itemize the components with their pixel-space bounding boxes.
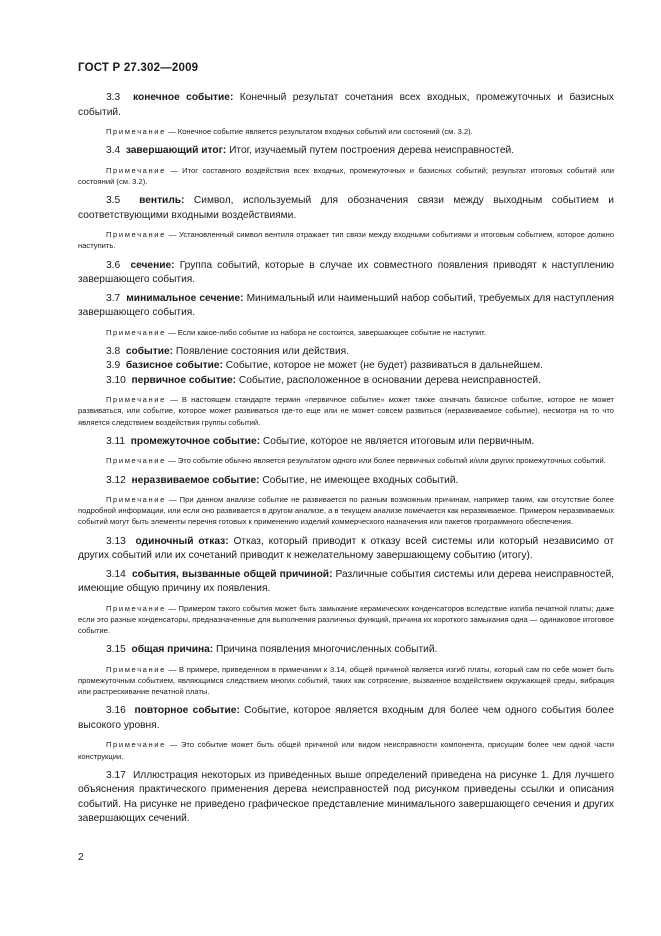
note-paragraph bbox=[78, 494, 614, 528]
spacer bbox=[78, 636, 614, 643]
note-text: — Если какое-либо событие из набора не состоится, завершающее событие не наступит. bbox=[165, 327, 486, 337]
defined-term: вентиль: bbox=[139, 195, 185, 207]
note-label: Примечание bbox=[106, 603, 166, 613]
definition-paragraph bbox=[78, 345, 614, 360]
defined-term: событие: bbox=[125, 345, 174, 357]
closing-text: Иллюстрация некоторых из приведенных выше определений приведена на рисунке 1. Для лучшего объяснения практического применения дерева неисправностей под рисунком приведены ссылки и описания событий. На рисунке не приведено графическое представление минимального завершающего сечения и других завершающих сечений. bbox=[78, 769, 614, 825]
clause-number: 3.6 bbox=[106, 259, 131, 271]
clause-number: 3.16 bbox=[106, 705, 135, 717]
definition-paragraph bbox=[78, 568, 614, 597]
defined-term: повторное событие: bbox=[134, 705, 240, 717]
definition-text: Конечный результат сочетания всех входных, промежуточных и базисных событий. bbox=[78, 92, 615, 118]
clause-number: 3.5 bbox=[106, 195, 140, 207]
note-paragraph bbox=[78, 165, 614, 187]
spacer bbox=[78, 137, 614, 144]
note-paragraph bbox=[78, 394, 614, 428]
definition-text: Итог, изучаемый путем построения дерева неисправностей. bbox=[226, 145, 515, 157]
definition-paragraph bbox=[78, 259, 614, 288]
clause-number: 3.17 bbox=[106, 769, 133, 781]
note-text: — Конечное событие является результатом входных событий или состояний (см. 3.2). bbox=[165, 127, 473, 136]
clause-number: 3.14 bbox=[106, 568, 132, 580]
definition-paragraph bbox=[78, 374, 614, 389]
definition-paragraph bbox=[78, 91, 614, 120]
note-label: Примечание bbox=[106, 127, 166, 136]
spacer bbox=[78, 187, 614, 194]
note-label: Примечание bbox=[106, 740, 166, 750]
definition-paragraph bbox=[78, 474, 614, 489]
note-label: Примечание bbox=[106, 395, 166, 405]
defined-term: одиночный отказ: bbox=[135, 535, 229, 547]
note-paragraph bbox=[78, 126, 614, 137]
spacer bbox=[78, 762, 614, 769]
defined-term: сечение: bbox=[130, 259, 175, 271]
definition-text: Событие, которое не является итоговым или первичным. bbox=[260, 435, 535, 447]
spacer bbox=[78, 428, 614, 435]
definition-paragraph bbox=[78, 292, 614, 321]
definition-paragraph bbox=[78, 643, 614, 658]
definition-text: Событие, которое не может (не будет) развиваться в дальнейшем. bbox=[222, 360, 543, 372]
defined-term: конечное событие: bbox=[133, 92, 234, 103]
note-text: — Примером такого события может быть замыкание керамических конденсаторов вследствие изгиба печатной платы; даже если это разные конденсаторы, предназначенные для выполнения различных функций, причина их короткого замыкания одна — одинаковое итоговое событие. bbox=[78, 603, 614, 636]
defined-term: базисное событие: bbox=[125, 360, 223, 372]
note-label: Примечание bbox=[106, 165, 166, 175]
defined-term: события, вызванные общей причиной: bbox=[131, 568, 333, 580]
definition-text: Минимальный или наименьший набор событий, требуемых для наступления завершающего события. bbox=[78, 292, 614, 319]
clause-number: 3.12 bbox=[106, 474, 132, 486]
defined-term: неразвиваемое событие: bbox=[131, 474, 260, 486]
note-label: Примечание bbox=[106, 495, 166, 505]
note-text: — Установленный символ вентиля отражает тип связи между входными событиями и итоговым событием, которое должно наступить. bbox=[78, 230, 614, 251]
defined-term: первичное событие: bbox=[131, 374, 237, 386]
definition-text: Символ, используемый для обозначения связи между выходным событием и соответствующими входными воздействиями. bbox=[78, 195, 615, 221]
clause-number: 3.8 bbox=[106, 345, 126, 357]
definition-text: Различные события системы или дерева неисправностей, имеющие общую причину их появления. bbox=[78, 568, 615, 595]
note-label: Примечание bbox=[106, 327, 166, 337]
definitions-list bbox=[78, 91, 614, 827]
note-paragraph bbox=[78, 327, 614, 338]
clause-number: 3.9 bbox=[106, 360, 126, 372]
definition-text: Отказ, который приводит к отказу всей системы или который независимо от других событий или их сочетаний приводит к нежелательному завершающему событию (итогу). bbox=[78, 535, 614, 562]
definition-text: Событие, расположенное в основании дерева неисправностей. bbox=[236, 374, 541, 386]
note-paragraph bbox=[78, 229, 614, 251]
definition-paragraph bbox=[78, 704, 614, 733]
note-text: — Итог составного воздействия всех входных, промежуточных и базисных событий; результат итоговых событий или состояний (см. 3.2). bbox=[78, 165, 614, 186]
spacer bbox=[78, 697, 614, 704]
note-paragraph bbox=[78, 603, 614, 637]
note-text: — В примере, приведенном в примечании к 3.14, общей причиной является изгиб платы, который сам по себе может быть промежуточным событием, являющимся следствием многих событий, таких как сотрясение, вызванное воздействием окружающей среды, вибрация или растрескивание печатной платы. bbox=[78, 664, 614, 697]
note-paragraph bbox=[78, 739, 614, 761]
definition-paragraph bbox=[78, 535, 614, 564]
note-text: — Это событие обычно является результатом одного или более первичных событий и/или других промежуточных событий. bbox=[165, 456, 606, 466]
clause-number: 3.13 bbox=[106, 535, 136, 547]
spacer bbox=[78, 528, 614, 535]
spacer bbox=[78, 467, 614, 474]
definition-text: Событие, не имеющее входных событий. bbox=[259, 474, 459, 486]
definition-text: Группа событий, которые в случае их совместного появления приводят к наступлению завершающего события. bbox=[78, 259, 614, 286]
definition-text: Появление состояния или действия. bbox=[173, 345, 349, 357]
document-header: ГОСТ Р 27.302—2009 bbox=[78, 62, 199, 74]
note-paragraph bbox=[78, 664, 614, 698]
spacer bbox=[78, 338, 614, 345]
defined-term: общая причина: bbox=[131, 644, 214, 656]
spacer bbox=[78, 252, 614, 259]
clause-number: 3.10 bbox=[106, 374, 132, 386]
clause-number: 3.3 bbox=[106, 92, 134, 103]
note-label: Примечание bbox=[106, 230, 166, 240]
definition-text: Причина появления многочисленных событий. bbox=[213, 644, 438, 656]
clause-number: 3.7 bbox=[106, 292, 127, 304]
note-text: — В настоящем стандарте термин «первичное событие» может также означать базисное событие, которое не может развиваться, или событие, которое может развиваться где-то еще или не может совсем развиться (неразвиваемое событие), несмотря на то что является следствием воздействия группы событий. bbox=[78, 395, 614, 427]
closing-paragraph bbox=[78, 769, 614, 827]
definition-paragraph bbox=[78, 435, 614, 450]
definition-paragraph bbox=[78, 359, 614, 374]
note-paragraph bbox=[78, 455, 614, 466]
defined-term: промежуточное событие: bbox=[130, 435, 261, 447]
definition-text: Событие, которое является входным для более чем одного события более высокого уровня. bbox=[78, 705, 614, 731]
clause-number: 3.11 bbox=[106, 435, 131, 447]
clause-number: 3.4 bbox=[106, 145, 126, 157]
definition-paragraph bbox=[78, 144, 614, 159]
note-text: — При данном анализе событие не развивается по разным возможным причинам, например таким, как отсутствие более подробной информации, или если оно развивается в другом анализе, а в текущем анализе помечается как неразвиваемое. Примером неразвиваемых событий могут быть элементы перечня готовых к применению изделий коммерческого назначения или пакетов программного обеспечения. bbox=[78, 495, 614, 527]
note-label: Примечание bbox=[106, 664, 166, 674]
defined-term: минимальное сечение: bbox=[126, 292, 244, 304]
document-page bbox=[78, 62, 614, 827]
definition-paragraph bbox=[78, 194, 614, 223]
note-text: — Это событие может быть общей причиной или видом неисправности компонента, присущим более чем одной части конструкции. bbox=[78, 740, 614, 761]
clause-number: 3.15 bbox=[106, 644, 132, 656]
note-label: Примечание bbox=[106, 456, 166, 466]
defined-term: завершающий итог: bbox=[125, 145, 227, 157]
page-number: 2 bbox=[78, 851, 84, 863]
